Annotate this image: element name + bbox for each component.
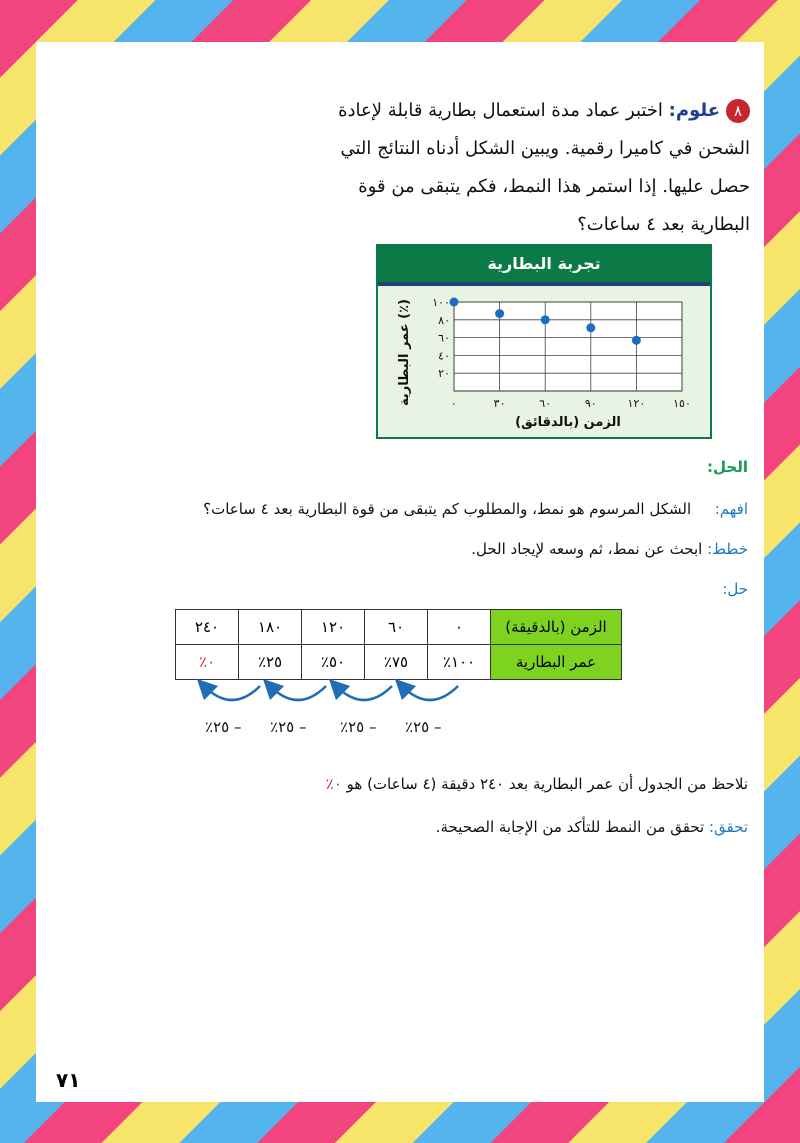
understand-step	[203, 500, 748, 518]
y-tick-label: ١٠٠	[432, 296, 450, 309]
y-tick-label: ٦٠	[438, 331, 450, 345]
plan-text: ابحث عن نمط، ثم وسعه لإيجاد الحل.	[471, 540, 703, 558]
plot-area	[454, 302, 682, 391]
problem-text-block	[320, 92, 750, 244]
time-cell: ٢٤٠	[176, 610, 239, 645]
x-tick-label: ١٥٠	[673, 397, 691, 410]
note-line	[326, 775, 748, 793]
solve-step	[722, 580, 748, 598]
solution-heading: الحل:	[707, 458, 748, 476]
problem-topic: علوم:	[668, 100, 720, 121]
data-point	[541, 315, 550, 324]
life-cell: ٥٠٪	[302, 645, 365, 680]
difference-label: – ٢٥٪	[270, 718, 307, 736]
y-tick-label: ٨٠	[438, 313, 450, 327]
x-tick-label: ٣٠	[493, 397, 506, 410]
data-point	[495, 309, 504, 318]
plan-label: خطط:	[707, 540, 748, 558]
understand-label: افهم:	[714, 500, 748, 518]
difference-label: – ٢٥٪	[405, 718, 442, 736]
x-tick-label: ١٢٠	[627, 397, 646, 410]
data-point	[586, 323, 595, 332]
life-cell: ٢٥٪	[239, 645, 302, 680]
y-axis-label: عمر البطارية (٪)	[397, 299, 412, 406]
x-axis-label: الزمن (بالدقائق)	[515, 415, 621, 430]
y-tick-label: ٤٠	[438, 349, 450, 363]
table-row-time	[176, 610, 622, 645]
time-cell: ١٨٠	[239, 610, 302, 645]
arrow-icon	[336, 686, 392, 700]
difference-label: – ٢٥٪	[205, 718, 242, 736]
solve-label: حل:	[722, 580, 748, 598]
battery-chart	[376, 244, 712, 439]
x-tick-label: ٩٠	[584, 397, 597, 410]
arrow-icon	[402, 686, 458, 700]
life-cell: ٧٥٪	[365, 645, 428, 680]
x-tick-label: ٠	[451, 397, 457, 410]
pattern-arrows	[180, 672, 470, 712]
time-header-cell: الزمن (بالدقيقة)	[491, 610, 622, 645]
understand-text: الشكل المرسوم هو نمط، والمطلوب كم يتبقى من قوة البطارية بعد ٤ ساعات؟	[203, 500, 692, 518]
life-header-cell: عمر البطارية	[491, 645, 622, 680]
y-tick-label: ٢٠	[438, 367, 450, 381]
page-number: ٧١	[56, 1068, 81, 1092]
time-cell: ١٢٠	[302, 610, 365, 645]
chart-title: تجربة البطارية	[378, 246, 710, 286]
arrow-icon	[270, 686, 326, 700]
problem-statement: اختبر عماد مدة استعمال بطارية قابلة لإعادة الشحن في كاميرا رقمية. ويبين الشكل أدناه النتائج التي حصل عليها. إذا استمر هذا النمط، فكم يتبقى من قوة البطارية بعد ٤ ساعات؟	[338, 100, 750, 235]
data-point	[632, 336, 641, 345]
arrow-icon	[204, 686, 260, 700]
check-text: تحقق من النمط للتأكد من الإجابة الصحيحة.	[435, 818, 705, 836]
x-tick-label: ٦٠	[539, 397, 552, 410]
pattern-table	[175, 609, 622, 680]
time-cell: ٦٠	[365, 610, 428, 645]
chart-plot	[378, 286, 710, 436]
note-answer: ٠٪	[325, 775, 342, 793]
time-cell: ٠	[428, 610, 491, 645]
plan-step	[471, 540, 748, 558]
life-cell-answer: ٠٪	[176, 645, 239, 680]
problem-number-badge: ٨	[726, 99, 750, 123]
check-step	[436, 818, 748, 836]
data-point	[450, 298, 459, 307]
difference-label: – ٢٥٪	[340, 718, 377, 736]
check-label: تحقق:	[708, 818, 748, 836]
life-cell: ١٠٠٪	[428, 645, 491, 680]
note-text: نلاحظ من الجدول أن عمر البطارية بعد ٢٤٠ دقيقة (٤ ساعات) هو	[346, 775, 748, 793]
